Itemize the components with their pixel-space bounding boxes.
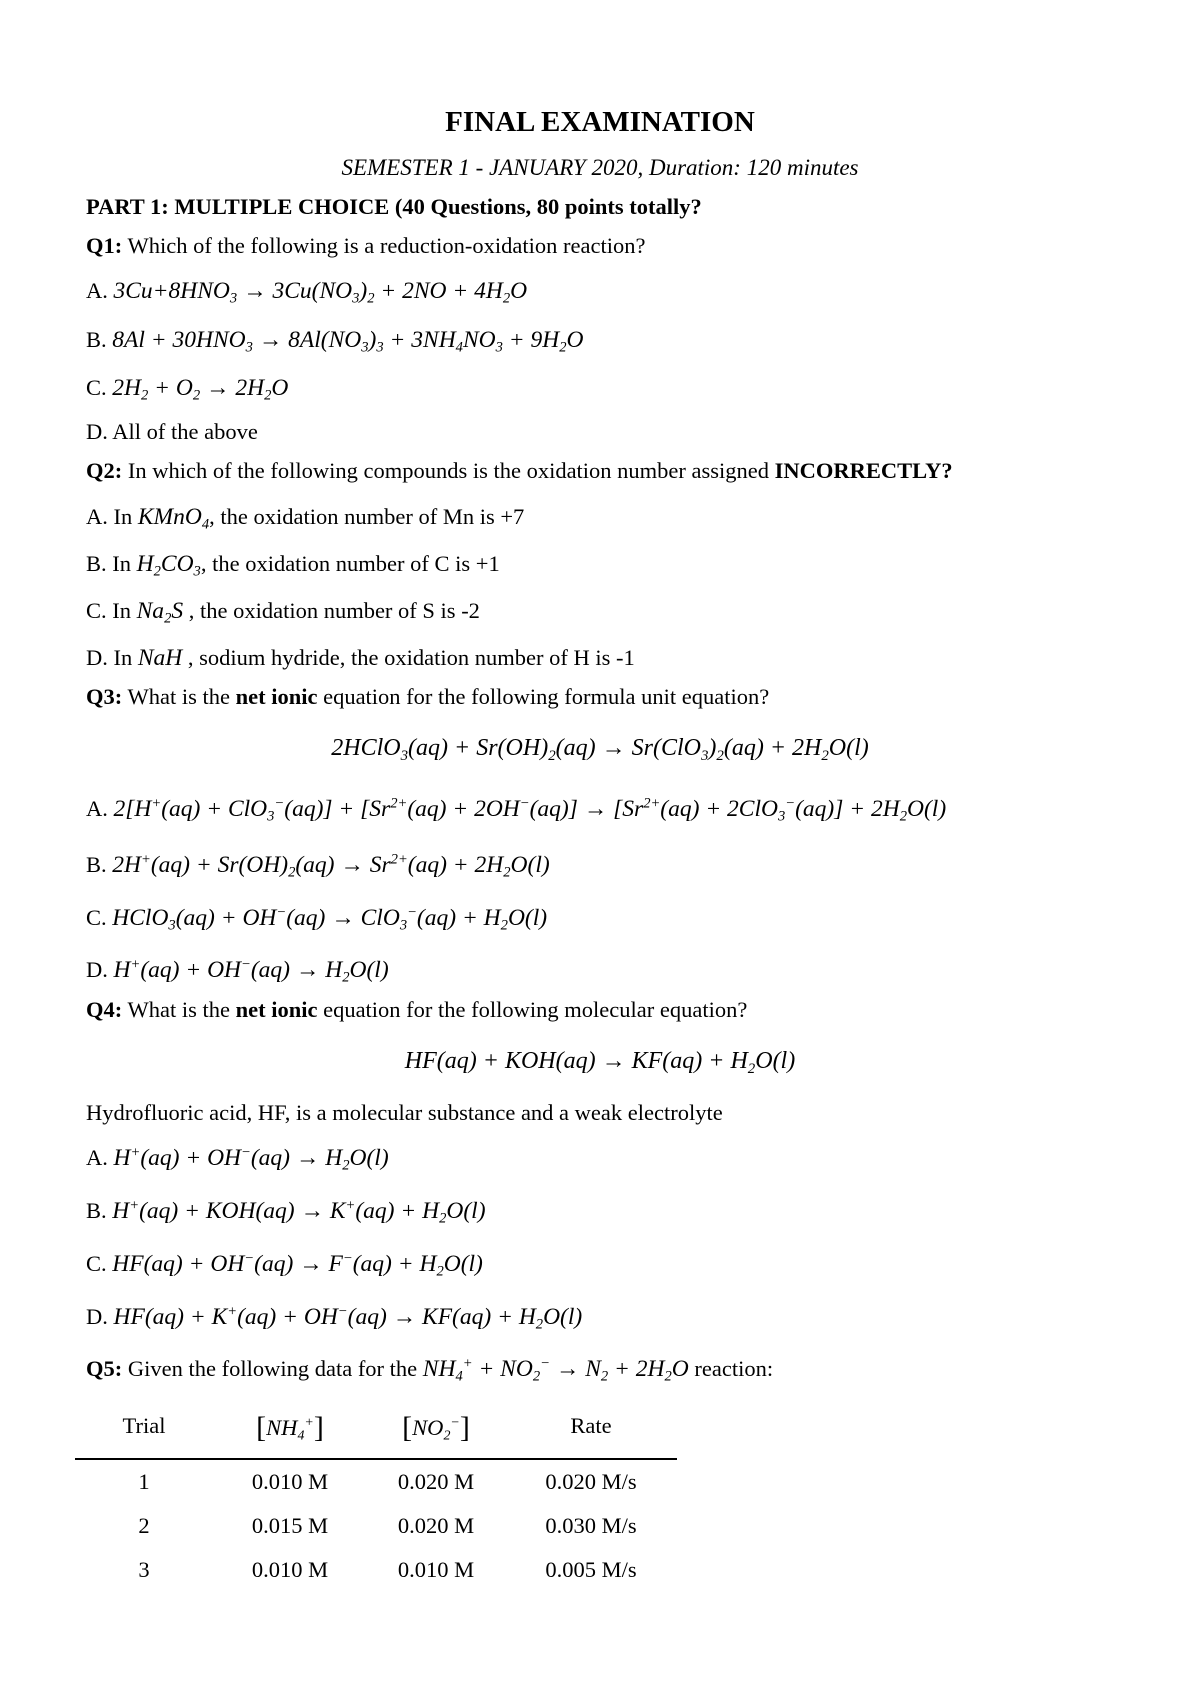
q4-option-c <box>86 1249 483 1279</box>
q3-given-equation: 2HClO$_3$(aq) + $Sr(OH)_2(aq) \to Sr(ClO_3)_2(aq) + 2H_2O(l)$ <box>331 735 869 764</box>
q2-c-formula: $Na_2S$ <box>136 598 184 627</box>
q3-a-equation: $2[H^+(aq) + ClO_3^-(aq)] + [Sr^{2+}(aq) + 2OH^-(aq)] \to [Sr^{2+}(aq) + 2ClO_3^-(aq)] + 2H_2O(l)$ <box>113 795 947 825</box>
q3-option-b <box>86 850 550 880</box>
q1-option-a <box>86 276 527 306</box>
q3-a-label: A. <box>86 796 108 821</box>
q4-label: Q4: <box>86 997 123 1022</box>
q2-option-b <box>86 549 500 579</box>
part-heading: PART 1: MULTIPLE CHOICE (40 Questions, 80 points totally? <box>86 194 702 219</box>
q2-a-formula: KMnO$_4$ <box>137 504 210 533</box>
q3-d-equation: $H^+(aq) + OH^-(aq) \to H_2O(l)$ <box>113 956 389 986</box>
q1-option-d: D. All of the above <box>86 419 258 444</box>
q2-b-pre: B. In <box>86 551 131 576</box>
q1-option-c <box>86 373 288 403</box>
q1-label: Q1: <box>86 233 123 258</box>
table-row <box>75 1504 677 1548</box>
q4-option-d <box>86 1302 582 1332</box>
q5-label: Q5: <box>86 1356 123 1381</box>
q1-a-equation: $3Cu+8HNO_3 \to 3Cu(NO_3)_2 + 2NO + 4H_2O$ <box>113 278 528 307</box>
cell-trial: 2 <box>138 1513 150 1538</box>
q3-question <box>86 682 769 712</box>
q5-text2: reaction: <box>688 1356 774 1381</box>
q4-emphasis: net ionic <box>235 997 318 1022</box>
q1-question <box>86 231 645 261</box>
q4-b-label: B. <box>86 1198 107 1223</box>
cell-rate: 0.030 M/s <box>545 1513 637 1538</box>
q1-b-label: B. <box>86 327 107 352</box>
q4-note: Hydrofluoric acid, HF, is a molecular substance and a weak electrolyte <box>86 1100 723 1125</box>
q3-option-d <box>86 955 389 985</box>
q4-text2: equation for the following molecular equation? <box>317 997 748 1022</box>
q5-question <box>86 1354 773 1384</box>
q4-b-equation: $H^+(aq) + KOH(aq) \to K^+(aq) + H_2O(l)$ <box>112 1197 486 1227</box>
q5-data-table <box>75 1393 677 1592</box>
cell-trial: 3 <box>138 1557 150 1582</box>
q3-b-label: B. <box>86 852 107 877</box>
q1-option-b <box>86 325 584 355</box>
cell-rate: 0.020 M/s <box>545 1469 637 1494</box>
q1-b-equation: $8Al + 30HNO_3 \to 8Al(NO_3)_3 + 3NH_4NO_3 + 9H_2O$ <box>112 327 584 356</box>
header-no2: $[NO_2^-]$ <box>367 1393 505 1459</box>
q4-text1: What is the <box>122 997 236 1022</box>
cell-trial: 1 <box>138 1469 150 1494</box>
q4-given-equation: $HF(aq) + KOH(aq) \to KF(aq) + H_2O(l)$ <box>404 1048 796 1077</box>
q4-c-equation: $HF(aq) + OH^-(aq) \to F^-(aq) + H_2O(l)$ <box>112 1250 483 1280</box>
q2-option-a <box>86 502 524 532</box>
header-rate: Rate <box>505 1393 677 1459</box>
q3-emphasis: net ionic <box>235 684 318 709</box>
q2-d-post: , sodium hydride, the oxidation number of H is -1 <box>187 645 635 670</box>
q1-c-equation: $2H_2 + O_2 \to 2H_2O$ <box>112 375 289 404</box>
q2-option-d <box>86 643 635 673</box>
table-header-row <box>75 1393 677 1459</box>
q4-option-b <box>86 1196 486 1226</box>
q4-c-label: C. <box>86 1251 107 1276</box>
q5-reaction: $NH_4^+ + NO_2^- \to N_2 + 2H_2O$ <box>422 1355 689 1385</box>
q2-a-post: , the oxidation number of Mn is +7 <box>209 504 525 529</box>
q3-text1: What is the <box>122 684 236 709</box>
q2-label: Q2: <box>86 458 123 483</box>
header-nh4: $[NH_4^+]$ <box>213 1393 367 1459</box>
q5-text1: Given the following data for the <box>122 1356 423 1381</box>
q2-d-formula: NaH <box>137 645 183 671</box>
q3-option-c <box>86 903 547 933</box>
q2-emphasis: INCORRECTLY? <box>774 458 953 483</box>
q4-a-label: A. <box>86 1145 108 1170</box>
q3-text2: equation for the following formula unit equation? <box>317 684 770 709</box>
exam-subtitle: SEMESTER 1 - JANUARY 2020, Duration: 120 minutes <box>341 155 859 180</box>
q3-d-label: D. <box>86 957 108 982</box>
q2-c-post: , the oxidation number of S is -2 <box>188 598 480 623</box>
q1-a-label: A. <box>86 278 108 303</box>
q4-d-equation: $HF(aq) + K^+(aq) + OH^-(aq) \to KF(aq) + H_2O(l)$ <box>113 1303 583 1333</box>
q2-b-post: , the oxidation number of C is +1 <box>200 551 500 576</box>
cell-rate: 0.005 M/s <box>545 1557 637 1582</box>
q2-text: In which of the following compounds is the oxidation number assigned <box>122 458 775 483</box>
cell-nh4: 0.010 M <box>251 1557 329 1582</box>
q3-b-equation: $2H^+(aq) + Sr(OH)_2(aq) \to Sr^{2+}(aq) + 2H_2O(l)$ <box>112 851 550 881</box>
cell-no2: 0.010 M <box>397 1557 475 1582</box>
q1-c-label: C. <box>86 375 107 400</box>
header-trial: Trial <box>75 1393 213 1459</box>
table-row <box>75 1459 677 1504</box>
q2-b-formula: $H_2CO_3$ <box>136 551 201 580</box>
cell-no2: 0.020 M <box>397 1469 475 1494</box>
q4-d-label: D. <box>86 1304 108 1329</box>
q4-a-equation: $H^+(aq) + OH^-(aq) \to H_2O(l)$ <box>113 1144 389 1174</box>
q2-d-pre: D. In <box>86 645 133 670</box>
q3-label: Q3: <box>86 684 123 709</box>
q4-question <box>86 995 747 1025</box>
cell-nh4: 0.010 M <box>251 1469 329 1494</box>
q2-question <box>86 456 953 486</box>
q3-c-label: C. <box>86 905 107 930</box>
q2-option-c <box>86 596 480 626</box>
q4-option-a <box>86 1143 389 1173</box>
cell-nh4: 0.015 M <box>251 1513 329 1538</box>
q1-text: Which of the following is a reduction-oxidation reaction? <box>122 233 646 258</box>
cell-no2: 0.020 M <box>397 1513 475 1538</box>
q3-option-a <box>86 794 946 824</box>
q2-a-pre: A. In <box>86 504 133 529</box>
q2-c-pre: C. In <box>86 598 131 623</box>
table-row <box>75 1548 677 1592</box>
exam-title: FINAL EXAMINATION <box>445 106 755 138</box>
q3-c-equation: HClO$_3$(aq) + $OH^-(aq) \to ClO_3^-(aq) + H_2O(l)$ <box>112 904 548 934</box>
